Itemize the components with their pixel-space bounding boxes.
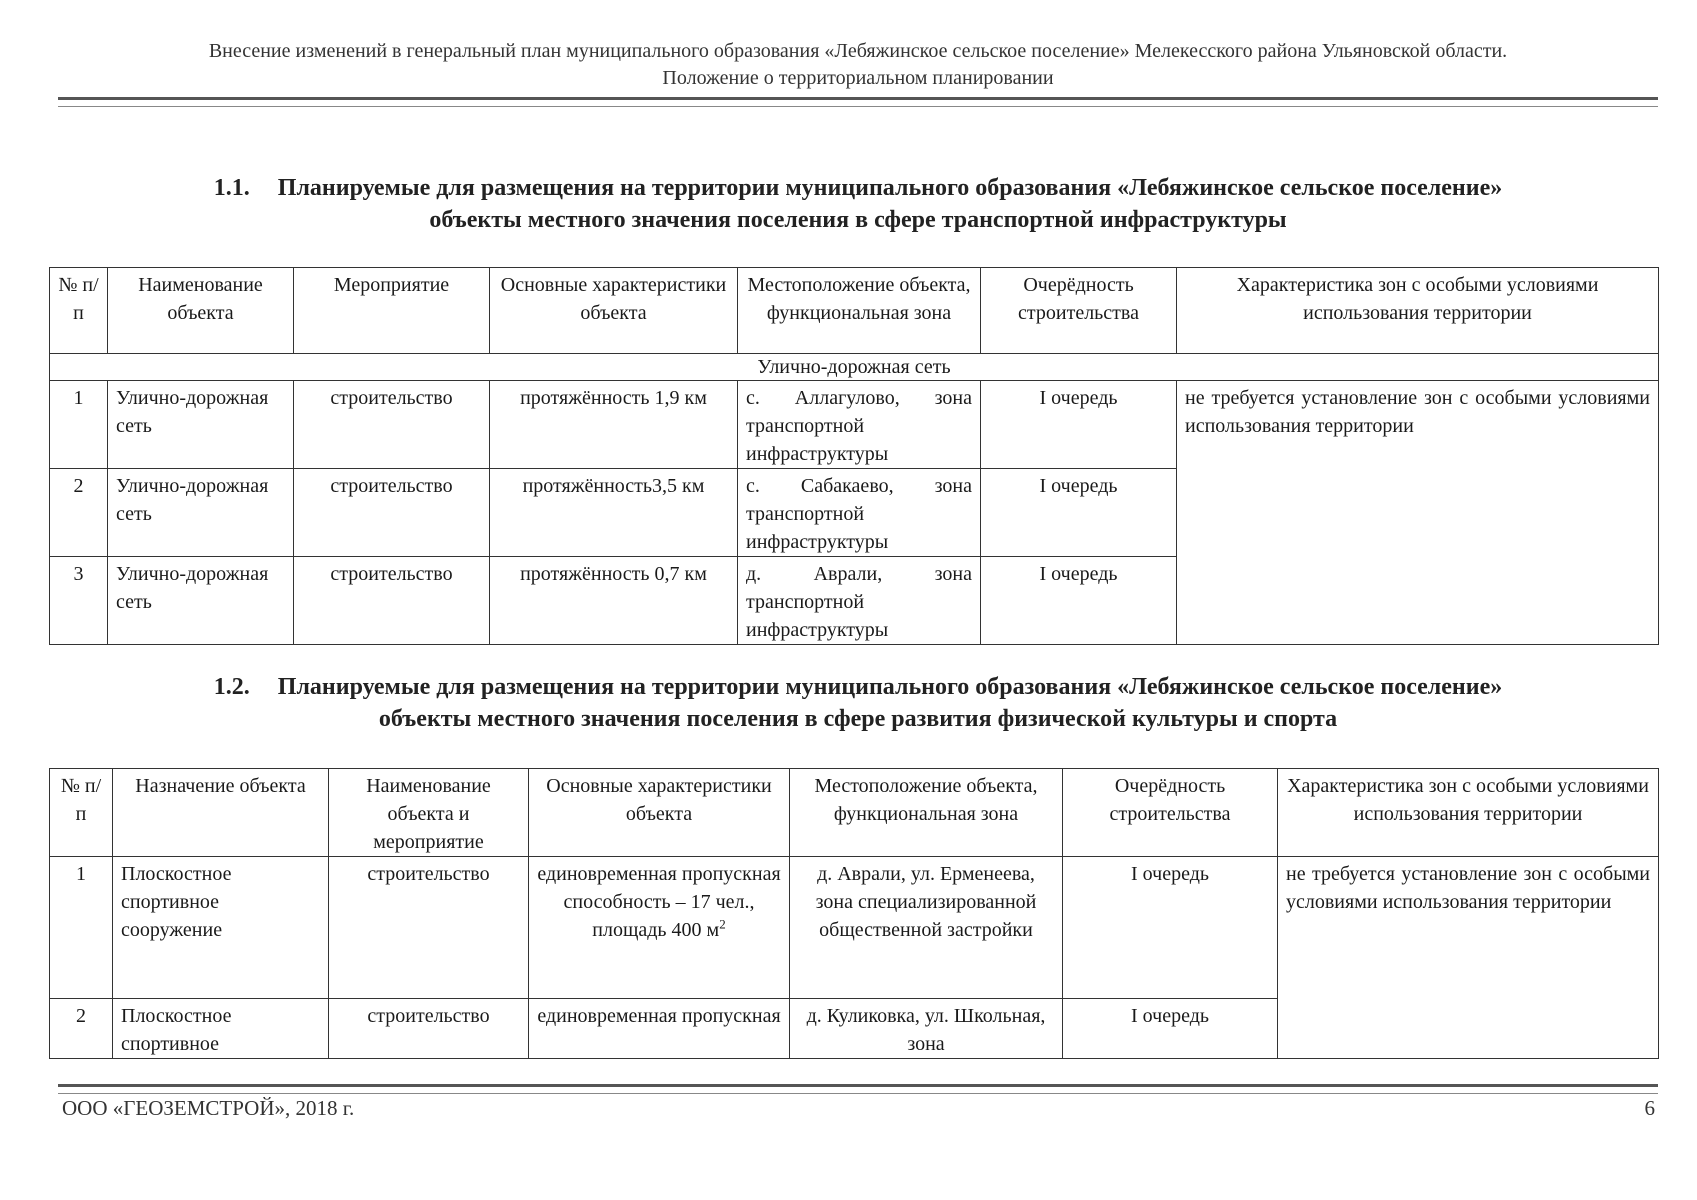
column-header: Основные характеристики объекта <box>490 268 738 354</box>
object-purpose: Плоскостное спортивное <box>113 999 329 1059</box>
row-number: 1 <box>50 857 113 999</box>
column-header: Характеристика зон с особыми условиями использования территории <box>1278 769 1659 857</box>
location-zone-word: зона <box>934 475 972 497</box>
group-row <box>50 354 1659 381</box>
object-characteristics: протяжённость 1,9 км <box>490 381 738 469</box>
location-prefix: с. <box>746 475 760 497</box>
object-action: строительство <box>294 557 490 645</box>
location-place: Аллагулово, <box>794 387 900 409</box>
sports-facilities-table <box>49 768 1659 1059</box>
section-2-number: 1.2. <box>213 674 250 700</box>
table-row <box>50 381 1659 469</box>
zone-characteristics: не требуется установление зон с особыми условиями использования территории <box>1278 857 1659 1059</box>
row-number: 1 <box>50 381 108 469</box>
location-zone: транспортной инфраструктуры <box>746 503 889 553</box>
column-header: № п/п <box>50 268 108 354</box>
object-location <box>738 381 981 469</box>
section-2-title-line-2: объекты местного значения поселения в сфере развития физической культуры и спорта <box>378 706 1338 732</box>
location-prefix: с. <box>746 387 760 409</box>
column-header: Назначение объекта <box>113 769 329 857</box>
table-header-row <box>50 268 1659 354</box>
object-characteristics: протяжённость3,5 км <box>490 469 738 557</box>
column-header: Местоположение объекта, функциональная зона <box>790 769 1063 857</box>
object-location: д. Куликовка, ул. Школьная, зона <box>790 999 1063 1059</box>
header-divider <box>58 97 1658 107</box>
object-name: Улично-дорожная сеть <box>108 557 294 645</box>
page-number: 6 <box>1644 1096 1655 1120</box>
location-place: Сабакаево, <box>800 475 894 497</box>
location-place: Аврали, <box>813 563 883 585</box>
table-header-row <box>50 769 1659 857</box>
row-number: 2 <box>50 469 108 557</box>
area-unit-superscript: 2 <box>719 916 726 932</box>
location-zone-word: зона <box>934 387 972 409</box>
transport-infrastructure-table <box>49 267 1659 645</box>
object-action: строительство <box>294 381 490 469</box>
construction-queue: I очередь <box>1063 999 1278 1059</box>
construction-queue: I очередь <box>981 469 1177 557</box>
location-prefix: д. <box>746 563 762 585</box>
location-zone: транспортной инфраструктуры <box>746 415 889 465</box>
row-number: 3 <box>50 557 108 645</box>
section-1-title-line-2: объекты местного значения поселения в сфере транспортной инфраструктуры <box>429 207 1287 233</box>
object-characteristics: протяжённость 0,7 км <box>490 557 738 645</box>
object-location <box>738 557 981 645</box>
section-1-title-line-1: Планируемые для размещения на территории муниципального образования «Лебяжинское сельское поселение» <box>277 175 1503 201</box>
header-line-2: Положение о территориальном планировании <box>662 67 1054 89</box>
section-1-number: 1.1. <box>213 175 250 201</box>
object-action: строительство <box>294 469 490 557</box>
column-header: Очерёдность строительства <box>1063 769 1278 857</box>
row-number: 2 <box>50 999 113 1059</box>
object-name: Улично-дорожная сеть <box>108 469 294 557</box>
footer-divider <box>58 1084 1658 1094</box>
column-header: № п/п <box>50 769 113 857</box>
column-header: Наименование объекта <box>108 268 294 354</box>
location-zone-word: зона <box>934 563 972 585</box>
section-1-title <box>58 172 1658 236</box>
object-name: Улично-дорожная сеть <box>108 381 294 469</box>
column-header: Наименование объекта и мероприятие <box>329 769 529 857</box>
location-zone: транспортной инфраструктуры <box>746 591 889 641</box>
object-action: строительство <box>329 999 529 1059</box>
column-header: Мероприятие <box>294 268 490 354</box>
column-header: Местоположение объекта, функциональная зона <box>738 268 981 354</box>
column-header: Очерёдность строительства <box>981 268 1177 354</box>
column-header: Основные характеристики объекта <box>529 769 790 857</box>
characteristics-text: единовременная пропускная способность – 17 чел., площадь 400 м <box>537 863 781 941</box>
header-line-1: Внесение изменений в генеральный план муниципального образования «Лебяжинское сельское поселение» Мелекесского района Ульяновской области. <box>208 40 1508 62</box>
column-header: Характеристика зон с особыми условиями использования территории <box>1177 268 1659 354</box>
object-purpose: Плоскостное спортивное сооружение <box>113 857 329 999</box>
object-characteristics: единовременная пропускная <box>529 999 790 1059</box>
object-location <box>738 469 981 557</box>
object-location: д. Аврали, ул. Ерменеева, зона специализированной общественной застройки <box>790 857 1063 999</box>
construction-queue: I очередь <box>1063 857 1278 999</box>
group-label: Улично-дорожная сеть <box>50 354 1659 381</box>
section-2-title-line-1: Планируемые для размещения на территории муниципального образования «Лебяжинское сельское поселение» <box>277 674 1503 700</box>
object-action: строительство <box>329 857 529 999</box>
footer-company: ООО «ГЕОЗЕМСТРОЙ», 2018 г. <box>62 1096 355 1120</box>
zone-characteristics: не требуется установление зон с особыми условиями использования территории <box>1177 381 1659 645</box>
section-2-title <box>58 671 1658 735</box>
construction-queue: I очередь <box>981 557 1177 645</box>
construction-queue: I очередь <box>981 381 1177 469</box>
table-row <box>50 857 1659 999</box>
page-header <box>58 38 1658 92</box>
object-characteristics <box>529 857 790 999</box>
